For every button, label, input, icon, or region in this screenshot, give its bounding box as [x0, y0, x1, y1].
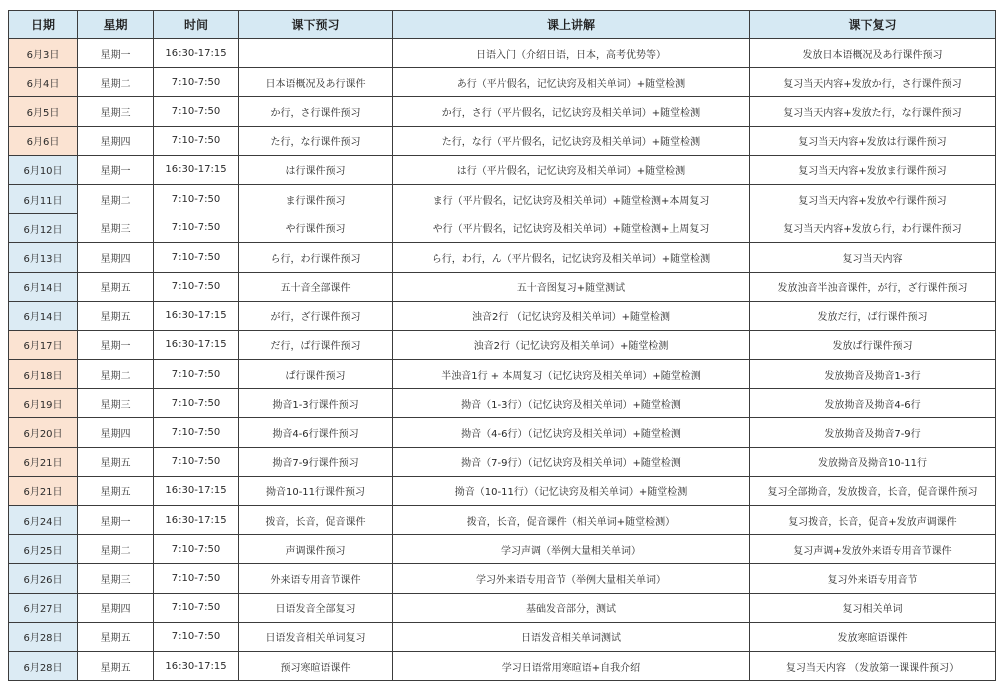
cell-weekday: 星期五: [78, 622, 154, 651]
table-row: [9, 476, 996, 505]
cell-date: 6月17日: [9, 330, 78, 359]
cell-lecture: 半浊音1行 + 本周复习（记忆诀窍及相关单词）+随堂检测: [393, 360, 750, 389]
cell-lecture: 五十音图复习+随堂测试: [393, 272, 750, 301]
cell-time: 16:30-17:15: [154, 155, 239, 184]
cell-review: 发放拗音及拗音7-9行: [750, 418, 996, 447]
cell-time: 16:30-17:15: [154, 39, 239, 68]
cell-weekday: 星期四: [78, 593, 154, 622]
cell-preview: 预习寒暄语课件: [239, 651, 393, 680]
cell-date: 6月21日: [9, 447, 78, 476]
table-row: [9, 301, 996, 330]
cell-date: 6月13日: [9, 243, 78, 272]
table-row: [9, 593, 996, 622]
cell-preview: ぱ行课件预习: [239, 360, 393, 389]
cell-preview: 日语发音全部复习: [239, 593, 393, 622]
cell-lecture: 学习日语常用寒暄语+自我介绍: [393, 651, 750, 680]
cell-review: 发放拗音及拗音1-3行: [750, 360, 996, 389]
cell-review: 复习相关单词: [750, 593, 996, 622]
cell-review: 复习声调+发放外来语专用音节课件: [750, 535, 996, 564]
cell-preview: 拗音1-3行课件预习: [239, 389, 393, 418]
cell-weekday: 星期三: [78, 97, 154, 126]
cell-preview: や行课件预习: [239, 214, 393, 243]
cell-review: 复习当天内容: [750, 243, 996, 272]
cell-weekday: 星期一: [78, 155, 154, 184]
cell-time: 16:30-17:15: [154, 651, 239, 680]
cell-time: 7:10-7:50: [154, 68, 239, 97]
cell-date: 6月25日: [9, 535, 78, 564]
cell-lecture: ら行，わ行，ん（平片假名，记忆诀窍及相关单词）+随堂检测: [393, 243, 750, 272]
cell-lecture: 浊音2行 （记忆诀窍及相关单词）+随堂检测: [393, 301, 750, 330]
cell-weekday: 星期四: [78, 126, 154, 155]
cell-date: 6月24日: [9, 506, 78, 535]
cell-time: 7:10-7:50: [154, 447, 239, 476]
cell-weekday: 星期五: [78, 651, 154, 680]
cell-time: 16:30-17:15: [154, 476, 239, 505]
table-row: [9, 447, 996, 476]
cell-preview: 日本语概况及あ行课件: [239, 68, 393, 97]
cell-review: 发放だ行，ば行课件预习: [750, 301, 996, 330]
cell-lecture: た行，な行（平片假名，记忆诀窍及相关单词）+随堂检测: [393, 126, 750, 155]
table-row: [9, 535, 996, 564]
cell-time: 7:10-7:50: [154, 243, 239, 272]
table-row: [9, 360, 996, 389]
cell-date: 6月26日: [9, 564, 78, 593]
cell-weekday: 星期二: [78, 184, 154, 213]
header-preview: 课下预习: [239, 11, 393, 39]
header-date: 日期: [9, 11, 78, 39]
cell-review: 复习当天内容+发放や行课件预习: [750, 184, 996, 213]
cell-time: 16:30-17:15: [154, 506, 239, 535]
cell-date: 6月28日: [9, 622, 78, 651]
cell-review: 复习全部拗音，发放拨音，长音，促音课件预习: [750, 476, 996, 505]
cell-review: 发放拗音及拗音10-11行: [750, 447, 996, 476]
cell-lecture: 基础发音部分，测试: [393, 593, 750, 622]
cell-review: 发放浊音半浊音课件，が行，ざ行课件预习: [750, 272, 996, 301]
cell-preview: 拗音7-9行课件预习: [239, 447, 393, 476]
header-time: 时间: [154, 11, 239, 39]
header-weekday: 星期: [78, 11, 154, 39]
cell-time: 7:10-7:50: [154, 593, 239, 622]
cell-lecture: 拗音（1-3行）（记忆诀窍及相关单词）+随堂检测: [393, 389, 750, 418]
cell-date: 6月11日: [9, 184, 78, 213]
cell-date: 6月28日: [9, 651, 78, 680]
cell-preview: 日语发音相关单词复习: [239, 622, 393, 651]
header-row: [9, 11, 996, 39]
cell-lecture: 日语入门（介绍日语，日本，高考优势等）: [393, 39, 750, 68]
table-row: [9, 68, 996, 97]
cell-review: 发放寒暄语课件: [750, 622, 996, 651]
table-row: [9, 389, 996, 418]
cell-lecture: は行（平片假名，记忆诀窍及相关单词）+随堂检测: [393, 155, 750, 184]
cell-review: 复习当天内容+发放た行，な行课件预习: [750, 97, 996, 126]
cell-weekday: 星期五: [78, 272, 154, 301]
cell-review: 发放日本语概况及あ行课件预习: [750, 39, 996, 68]
cell-preview: 拗音4-6行课件预习: [239, 418, 393, 447]
cell-date: 6月5日: [9, 97, 78, 126]
cell-time: 7:10-7:50: [154, 564, 239, 593]
cell-weekday: 星期三: [78, 564, 154, 593]
cell-review: 发放ぱ行课件预习: [750, 330, 996, 359]
cell-time: 16:30-17:15: [154, 301, 239, 330]
cell-preview: 拗音10-11行课件预习: [239, 476, 393, 505]
cell-time: 7:10-7:50: [154, 126, 239, 155]
table-row: [9, 243, 996, 272]
table-row: [9, 506, 996, 535]
cell-weekday: 星期五: [78, 447, 154, 476]
cell-time: 7:10-7:50: [154, 360, 239, 389]
table-row: [9, 184, 996, 213]
cell-lecture: ま行（平片假名，记忆诀窍及相关单词）+随堂检测+本周复习: [393, 184, 750, 213]
header-review: 课下复习: [750, 11, 996, 39]
cell-weekday: 星期五: [78, 301, 154, 330]
table-row: [9, 39, 996, 68]
cell-date: 6月10日: [9, 155, 78, 184]
cell-weekday: 星期一: [78, 330, 154, 359]
table-row: [9, 418, 996, 447]
table-header: [9, 11, 996, 39]
cell-preview: 拨音，长音，促音课件: [239, 506, 393, 535]
cell-weekday: 星期四: [78, 243, 154, 272]
cell-weekday: 星期二: [78, 360, 154, 389]
schedule-table: [8, 10, 996, 681]
cell-review: 复习当天内容+发放か行，さ行课件预习: [750, 68, 996, 97]
cell-lecture: 日语发音相关单词测试: [393, 622, 750, 651]
cell-date: 6月3日: [9, 39, 78, 68]
cell-date: 6月21日: [9, 476, 78, 505]
table-row: [9, 622, 996, 651]
cell-weekday: 星期一: [78, 39, 154, 68]
cell-time: 7:10-7:50: [154, 272, 239, 301]
cell-date: 6月19日: [9, 389, 78, 418]
table-row: [9, 651, 996, 680]
cell-lecture: 拗音（10-11行）（记忆诀窍及相关单词）+随堂检测: [393, 476, 750, 505]
cell-lecture: や行（平片假名，记忆诀窍及相关单词）+随堂检测+上周复习: [393, 214, 750, 243]
cell-lecture: 浊音2行（记忆诀窍及相关单词）+随堂检测: [393, 330, 750, 359]
cell-lecture: か行，さ行（平片假名，记忆诀窍及相关单词）+随堂检测: [393, 97, 750, 126]
cell-weekday: 星期三: [78, 214, 154, 243]
cell-review: 发放拗音及拗音4-6行: [750, 389, 996, 418]
table-row: [9, 330, 996, 359]
cell-time: 7:10-7:50: [154, 389, 239, 418]
table-row: [9, 272, 996, 301]
cell-time: 7:10-7:50: [154, 535, 239, 564]
cell-preview: は行课件预习: [239, 155, 393, 184]
cell-time: 7:10-7:50: [154, 184, 239, 213]
cell-time: 7:10-7:50: [154, 622, 239, 651]
cell-weekday: 星期五: [78, 476, 154, 505]
cell-lecture: 拗音（4-6行）（记忆诀窍及相关单词）+随堂检测: [393, 418, 750, 447]
cell-date: 6月27日: [9, 593, 78, 622]
cell-preview: か行，さ行课件预习: [239, 97, 393, 126]
header-lecture: 课上讲解: [393, 11, 750, 39]
cell-preview: 五十音全部课件: [239, 272, 393, 301]
table-row: [9, 214, 996, 243]
schedule-wrapper: [8, 10, 996, 681]
cell-date: 6月4日: [9, 68, 78, 97]
cell-review: 复习拨音，长音，促音+发放声调课件: [750, 506, 996, 535]
cell-preview: た行，な行课件预习: [239, 126, 393, 155]
cell-weekday: 星期二: [78, 68, 154, 97]
cell-time: 16:30-17:15: [154, 330, 239, 359]
cell-review: 复习当天内容 （发放第一课课件预习）: [750, 651, 996, 680]
cell-weekday: 星期二: [78, 535, 154, 564]
cell-date: 6月12日: [9, 214, 78, 243]
cell-preview: だ行，ば行课件预习: [239, 330, 393, 359]
cell-weekday: 星期三: [78, 389, 154, 418]
cell-lecture: 拨音，长音，促音课件（相关单词+随堂检测）: [393, 506, 750, 535]
cell-preview: が行，ざ行课件预习: [239, 301, 393, 330]
cell-time: 7:10-7:50: [154, 214, 239, 243]
cell-preview: 声调课件预习: [239, 535, 393, 564]
cell-lecture: あ行（平片假名，记忆诀窍及相关单词）+随堂检测: [393, 68, 750, 97]
cell-weekday: 星期四: [78, 418, 154, 447]
table-row: [9, 155, 996, 184]
cell-lecture: 学习外来语专用音节（举例大量相关单词）: [393, 564, 750, 593]
cell-date: 6月14日: [9, 301, 78, 330]
cell-weekday: 星期一: [78, 506, 154, 535]
cell-lecture: 学习声调（举例大量相关单词）: [393, 535, 750, 564]
cell-date: 6月14日: [9, 272, 78, 301]
cell-preview: 外来语专用音节课件: [239, 564, 393, 593]
cell-review: 复习当天内容+发放ま行课件预习: [750, 155, 996, 184]
cell-review: 复习当天内容+发放ら行，わ行课件预习: [750, 214, 996, 243]
cell-time: 7:10-7:50: [154, 97, 239, 126]
cell-preview: [239, 39, 393, 68]
table-row: [9, 126, 996, 155]
cell-date: 6月6日: [9, 126, 78, 155]
cell-time: 7:10-7:50: [154, 418, 239, 447]
table-body: [9, 39, 996, 681]
cell-review: 复习当天内容+发放は行课件预习: [750, 126, 996, 155]
cell-date: 6月18日: [9, 360, 78, 389]
cell-preview: ら行，わ行课件预习: [239, 243, 393, 272]
cell-lecture: 拗音（7-9行）（记忆诀窍及相关单词）+随堂检测: [393, 447, 750, 476]
table-row: [9, 564, 996, 593]
cell-date: 6月20日: [9, 418, 78, 447]
cell-preview: ま行课件预习: [239, 184, 393, 213]
cell-review: 复习外来语专用音节: [750, 564, 996, 593]
table-row: [9, 97, 996, 126]
